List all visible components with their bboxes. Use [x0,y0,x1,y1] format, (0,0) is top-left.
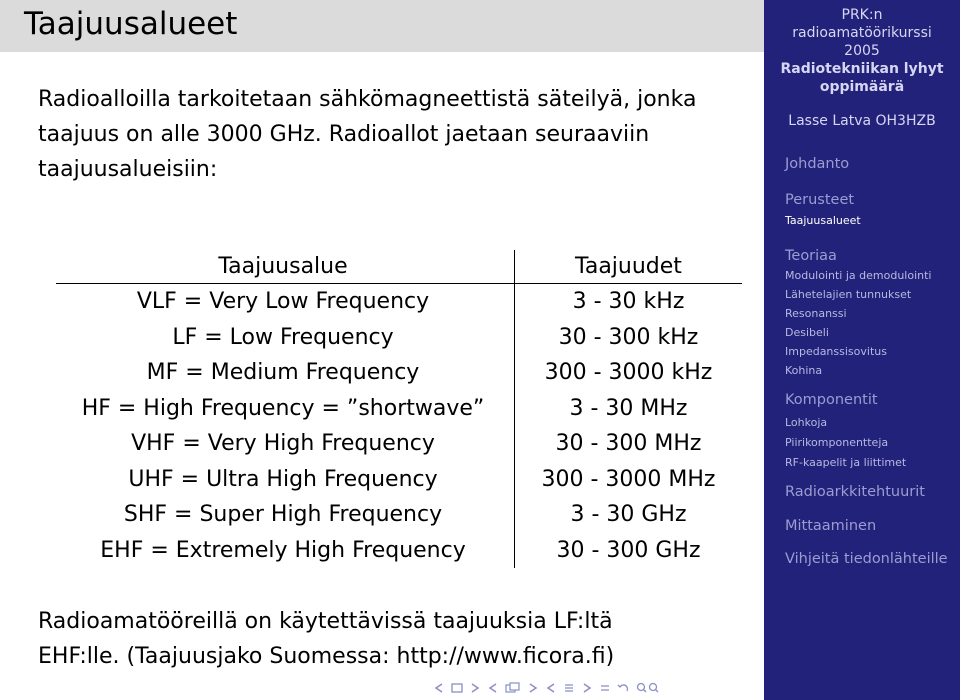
course-title-line: PRK:n [841,7,883,23]
sidebar-sub-kohina[interactable]: Kohina [785,364,823,377]
table-cell-frequency: 3 - 30 MHz [515,391,743,427]
table-row [56,497,742,533]
search-icon[interactable] [634,681,662,695]
prev-subsection-icon[interactable] [486,681,500,695]
table-cell-frequency: 30 - 300 GHz [515,533,743,569]
undo-icon[interactable] [616,681,630,695]
prev-section-icon[interactable] [544,681,558,695]
subsection-icon[interactable] [504,681,522,695]
sidebar-section-teoriaa[interactable]: Teoriaa [785,248,837,264]
sidebar-section-mittaaminen[interactable]: Mittaaminen [785,518,877,534]
header-frequencies: Taajuudet [515,250,743,284]
outro-line: EHF:lle. (Taajuusjako Suomessa: http://www.ficora.fi) [38,644,615,669]
table-cell-range: EHF = Extremely High Frequency [100,537,466,563]
course-subtitle-line: Radiotekniikan lyhyt [780,61,944,77]
author: Lasse Latva OH3HZB [788,113,936,129]
table-cell-frequency: 3 - 30 GHz [515,497,743,533]
table-cell-range: SHF = Super High Frequency [123,502,443,527]
table-row [56,320,742,356]
table-cell-frequency: 3 - 30 kHz [515,284,743,320]
table-row [56,426,742,462]
sidebar-sub-desibeli[interactable]: Desibeli [785,326,829,339]
sidebar [764,0,960,700]
course-year: 2005 [844,43,880,59]
table-cell-range: UHF = Ultra High Frequency [128,466,438,492]
frame-icon[interactable] [450,681,464,695]
prev-frame-icon[interactable] [432,681,446,695]
table-cell-frequency: 30 - 300 kHz [515,320,743,356]
sidebar-section-komponentit[interactable]: Komponentit [785,392,878,408]
sidebar-sub-modulointi[interactable]: Modulointi ja demodulointi [785,269,932,282]
sidebar-section-vihjeita[interactable]: Vihjeitä tiedonlähteille [785,551,948,567]
table-row [56,391,742,427]
sidebar-section-johdanto[interactable]: Johdanto [785,156,850,172]
beamer-navigation-bar [432,680,662,696]
table-row [56,284,742,320]
slide-title: Taajuusalueet [24,6,238,42]
align-icon[interactable] [598,681,612,695]
outro-line: Radioamatööreillä on käytettävissä taajuuksia LF:ltä [38,609,613,634]
table-cell-range: LF = Low Frequency [172,324,394,350]
table-cell-range: HF = High Frequency = ”shortwave” [81,395,485,421]
sidebar-sub-lohkoja[interactable]: Lohkoja [785,416,828,429]
sidebar-sub-impedanssisovitus[interactable]: Impedanssisovitus [785,345,887,358]
next-section-icon[interactable] [580,681,594,695]
title-bar [0,0,764,52]
sidebar-sub-piirikomponentteja[interactable]: Piirikomponentteja [785,436,889,449]
table-row [56,462,742,498]
table-row [56,355,742,391]
table-cell-range: MF = Medium Frequency [146,360,420,385]
next-subsection-icon[interactable] [526,681,540,695]
course-subtitle-line: oppimäärä [819,79,905,95]
outro-paragraph [38,604,758,674]
table-cell-range: VLF = Very Low Frequency [136,289,430,314]
section-icon[interactable] [562,681,576,695]
sidebar-sub-resonanssi[interactable]: Resonanssi [785,307,847,320]
table-cell-frequency: 300 - 3000 MHz [515,462,743,498]
sidebar-section-perusteet[interactable]: Perusteet [785,192,855,208]
course-title-line: radioamatöörikurssi [792,25,932,41]
table-cell-range: VHF = Very High Frequency [131,431,435,456]
table-header-row [56,250,742,284]
intro-paragraph: Radioalloilla tarkoitetaan sähkömagneettistä säteilyä, jonka taajuus on alle 3000 GHz. Radioallot jaetaan seuraaviin taajuusalueisiin: [38,87,697,182]
sidebar-section-radioarkkitehtuurit[interactable]: Radioarkkitehtuurit [785,484,925,500]
next-frame-icon[interactable] [468,681,482,695]
sidebar-sub-rf-kaapelit[interactable]: RF-kaapelit ja liittimet [785,456,907,469]
table-cell-frequency: 30 - 300 MHz [515,426,743,462]
frequency-table [56,250,742,568]
course-info [764,6,960,96]
table-row [56,533,742,569]
header-range: Taajuusalue [56,250,515,284]
sidebar-sub-taajuusalueet[interactable]: Taajuusalueet [785,214,861,227]
sidebar-sub-lahetelajit[interactable]: Lähetelajien tunnukset [785,288,912,301]
table-cell-frequency: 300 - 3000 kHz [515,355,743,391]
